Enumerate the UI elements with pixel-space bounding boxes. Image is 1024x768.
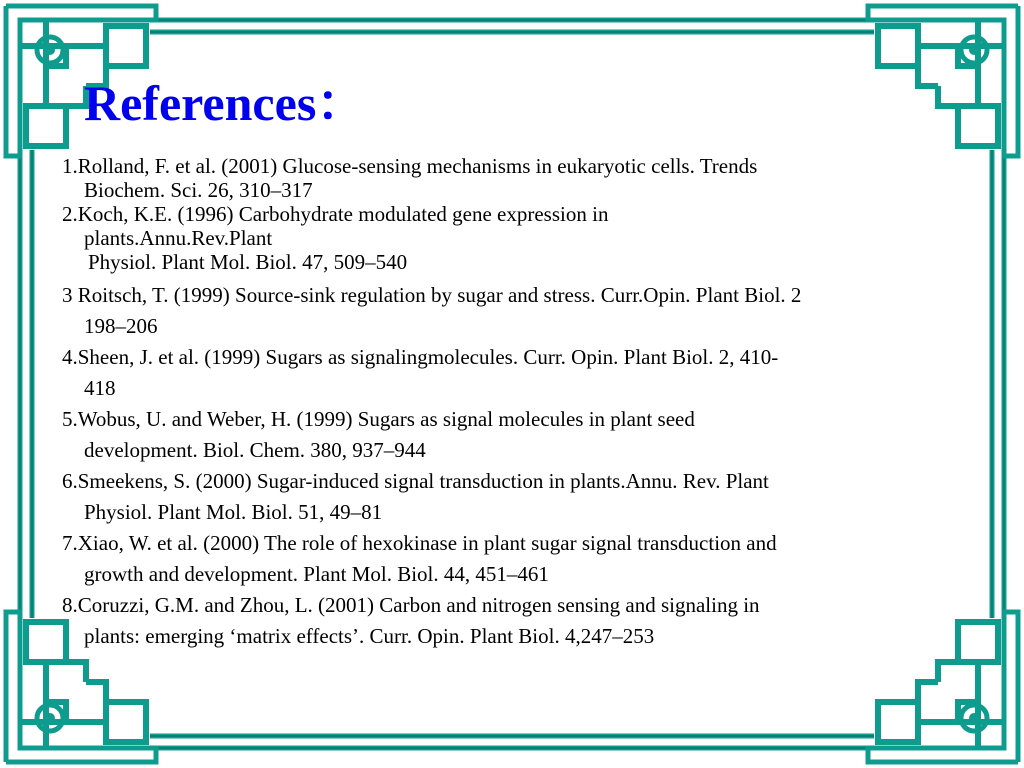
corner-fret-square [106,26,146,66]
page-title: References： [84,75,367,131]
corner-fret-square [878,26,918,66]
reference-line: 5.Wobus, U. and Weber, H. (1999) Sugars as signal molecules in plant seed [62,407,695,431]
reference-item [62,466,982,528]
corner-medallion-center [969,713,979,723]
reference-line: plants: emerging ‘matrix effects’. Curr. Opin. Plant Biol. 4,247–253 [84,624,655,648]
reference-item [62,528,982,590]
corner-medallion-center [45,45,55,55]
corner-medallion-center [969,45,979,55]
corner-fret [46,682,106,748]
reference-line: growth and development. Plant Mol. Biol. 44, 451–461 [84,562,549,586]
corner-fret [938,46,1004,106]
reference-item [62,202,982,274]
reference-line: plants.Annu.Rev.Plant [84,226,273,250]
corner-fret [20,662,86,722]
corner-fret [938,662,1004,722]
reference-item [62,590,982,652]
reference-line: Physiol. Plant Mol. Biol. 47, 509–540 [88,250,408,274]
reference-line: Biochem. Sci. 26, 310–317 [84,178,313,202]
corner-fret-square [106,702,146,742]
reference-item [62,342,982,404]
corner-fret-square [878,702,918,742]
reference-list [62,154,982,652]
corner-fret-square [26,622,66,662]
reference-line: 6.Smeekens, S. (2000) Sugar-induced signal transduction in plants.Annu. Rev. Plant [62,469,769,493]
corner-fret-square [958,106,998,146]
corner-fret [918,20,978,86]
reference-item [62,404,982,466]
reference-line: 1.Rolland, F. et al. (2001) Glucose-sensing mechanisms in eukaryotic cells. Trends [62,154,758,178]
corner-fret [918,682,978,748]
reference-item [62,154,982,202]
reference-item [62,280,982,342]
reference-line: 3 Roitsch, T. (1999) Source-sink regulation by sugar and stress. Curr.Opin. Plant Biol. 2 [62,283,802,307]
reference-line: development. Biol. Chem. 380, 937–944 [84,438,426,462]
corner-fret-square [26,106,66,146]
reference-line: Physiol. Plant Mol. Biol. 51, 49–81 [84,500,383,524]
reference-line: 2.Koch, K.E. (1996) Carbohydrate modulated gene expression in [62,202,609,226]
reference-line: 7.Xiao, W. et al. (2000) The role of hexokinase in plant sugar signal transduction and [62,531,777,555]
reference-line: 4.Sheen, J. et al. (1999) Sugars as signalingmolecules. Curr. Opin. Plant Biol. 2, 410- [62,345,779,369]
reference-line: 418 [84,376,116,400]
reference-line: 198–206 [84,314,158,338]
corner-fret [20,46,86,106]
reference-line: 8.Coruzzi, G.M. and Zhou, L. (2001) Carbon and nitrogen sensing and signaling in [62,593,760,617]
corner-medallion-center [45,713,55,723]
